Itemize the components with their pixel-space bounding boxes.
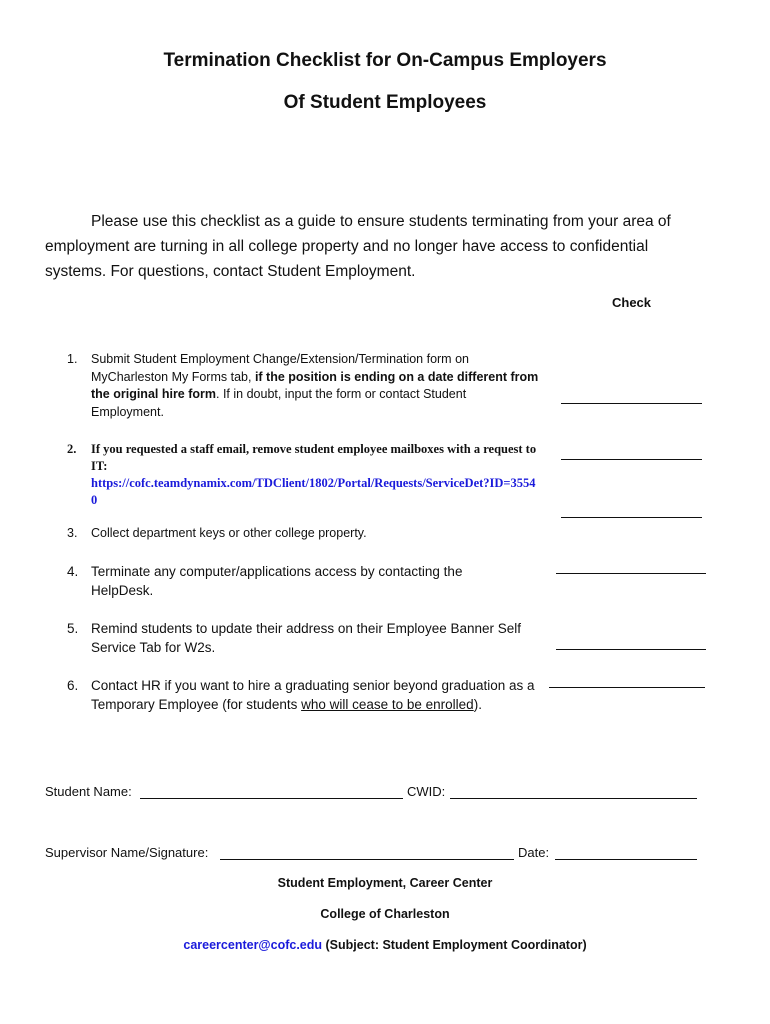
item-text: If you requested a staff email, remove student employee mailboxes with a request to IT:	[91, 442, 537, 473]
it-request-link[interactable]: https://cofc.teamdynamix.com/TDClient/1802/Portal/Requests/ServiceDet?ID=35540	[91, 476, 536, 507]
item-number: 4.	[67, 564, 79, 579]
checklist-item-2	[67, 441, 547, 511]
item-text-end: . If in doubt, input the form or contact Student Employment.	[91, 387, 467, 419]
checklist-item-3	[67, 525, 547, 545]
item-number: 3.	[67, 526, 78, 540]
item-number: 2.	[67, 442, 77, 456]
document-title-line-2: Of Student Employees	[283, 92, 487, 113]
footer-college: College of Charleston	[320, 907, 450, 921]
item-text-end: ).	[473, 697, 482, 712]
checklist-item-4	[67, 562, 547, 602]
footer-contact	[0, 938, 770, 952]
date-label: Date:	[518, 845, 550, 860]
item-text: Terminate any computer/applications access by contacting the HelpDesk.	[91, 564, 463, 598]
cwid-field[interactable]	[450, 798, 697, 799]
document-title-line-1: Termination Checklist for On-Campus Employers	[163, 50, 607, 71]
footer-office: Student Employment, Career Center	[277, 876, 493, 890]
item-text: Remind students to update their address on their Employee Banner Self Service Tab for W2s.	[91, 621, 522, 655]
email-link[interactable]: careercenter@cofc.edu	[183, 938, 323, 952]
check-line-4[interactable]	[556, 573, 706, 574]
checklist-item-6	[67, 676, 547, 716]
check-line-3[interactable]	[561, 517, 702, 518]
cwid-label: CWID:	[407, 784, 446, 799]
check-line-5[interactable]	[556, 649, 706, 650]
email-subject: (Subject: Student Employment Coordinator)	[325, 938, 587, 952]
item-number: 6.	[67, 678, 79, 693]
item-emphasis: if the position is ending on a date different from the original hire form	[91, 369, 539, 401]
check-line-1[interactable]	[561, 403, 702, 404]
item-text: Contact HR if you want to hire a graduating senior beyond graduation as a Temporary Employee (for students	[91, 678, 535, 712]
intro-text: Please use this checklist as a guide to ensure students terminating from your area of employment are turning in all college property and no longer have access to confidential systems. For questions, contact Student Employment.	[45, 213, 671, 280]
checklist-item-5	[67, 619, 547, 659]
item-text: Submit Student Employment Change/Extension/Termination form on MyCharleston My Forms tab,	[91, 352, 469, 384]
item-number: 5.	[67, 621, 79, 636]
item-number: 1.	[67, 352, 78, 366]
supervisor-label: Supervisor Name/Signature:	[45, 845, 209, 860]
item-underlined-text: who will cease to be enrolled	[301, 697, 474, 712]
check-column-header: Check	[612, 295, 652, 310]
student-name-label: Student Name:	[45, 784, 132, 799]
check-line-6[interactable]	[549, 687, 705, 688]
date-field[interactable]	[555, 859, 697, 860]
supervisor-field[interactable]	[220, 859, 514, 860]
item-text: Collect department keys or other college property.	[91, 526, 367, 540]
checklist-item-1	[67, 351, 547, 423]
student-name-field[interactable]	[140, 798, 403, 799]
check-line-2[interactable]	[561, 459, 702, 460]
intro-paragraph	[45, 209, 705, 284]
